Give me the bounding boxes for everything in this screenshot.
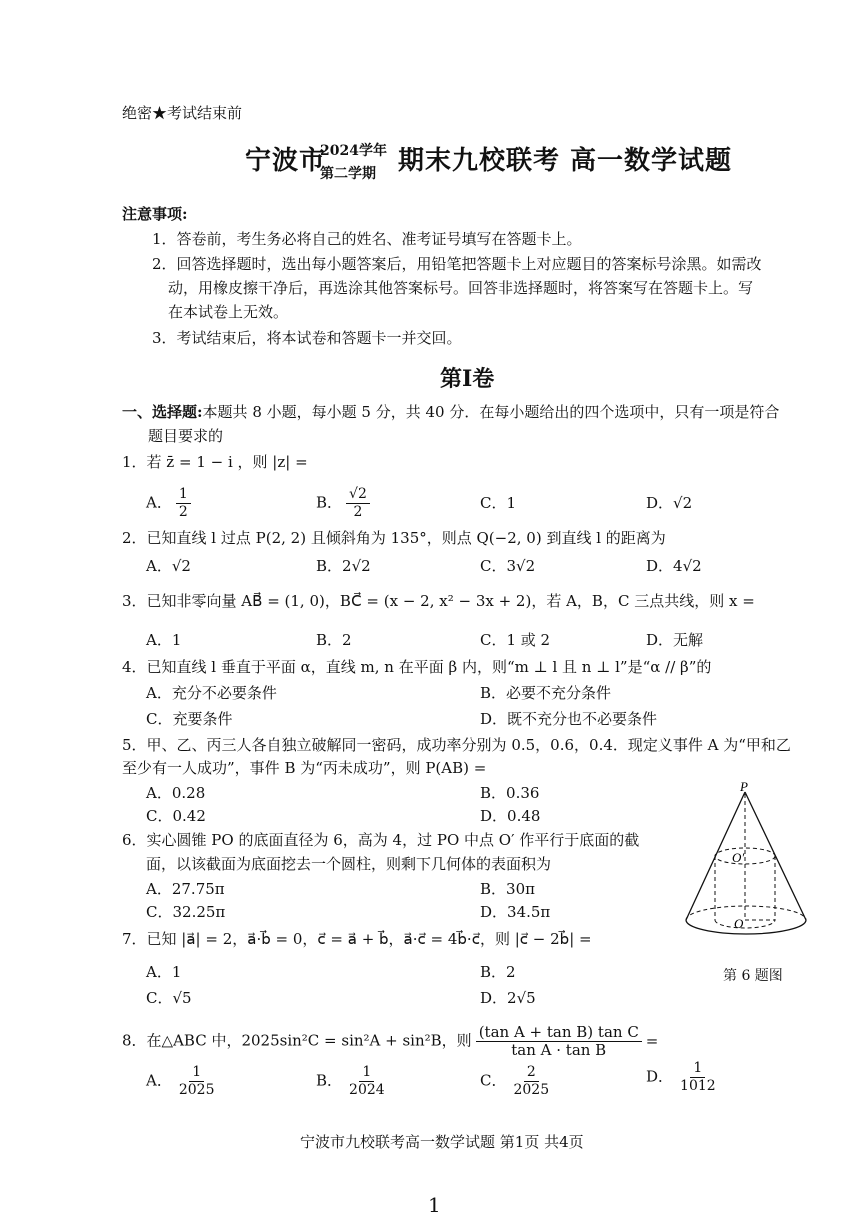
notice-item: 2．回答选择题时，选出每小题答案后，用铅笔把答题卡上对应题目的答案标号涂黑。如需改 [152,255,762,273]
option-d [646,1060,719,1095]
cone-figure [680,782,830,942]
fraction-num: 1 [176,486,191,504]
label-o-prime: O′ [732,850,745,865]
option-label: C． [480,1071,507,1090]
fraction-den: tan A · tan B [511,1041,607,1059]
option-d: D．既不充分也不必要条件 [480,710,658,728]
question-stem-cont: 面，以该截面为底面挖去一个圆柱，则剩下几何体的表面积为 [146,855,552,873]
fraction-num: 1 [690,1060,705,1078]
option-d: D．0.48 [480,807,541,825]
figure-caption: 第 6 题图 [723,968,783,984]
part-intro [122,401,779,423]
option-d: D．4√2 [646,557,702,575]
question-stem [122,1024,658,1059]
fraction [176,1064,218,1099]
fraction-num: 2 [524,1064,539,1082]
fraction-den: 2024 [349,1082,385,1098]
option-label: B． [316,493,343,512]
option-d: D．无解 [646,631,704,649]
option-c: C．√5 [146,989,192,1007]
option-label: A． [146,493,172,512]
option-a: A．0.28 [146,784,206,802]
fraction [176,486,191,521]
option-label: D． [646,1067,674,1086]
base-front-arc [686,920,806,934]
fraction-den: 2 [353,504,363,520]
option-a: A．充分不必要条件 [146,684,277,702]
section-title: 第Ⅰ卷 [440,366,495,392]
option-d: D．2√5 [480,989,536,1007]
option-c: C．充要条件 [146,710,233,728]
part-line: 本题共 8 小题，每小题 5 分，共 40 分．在每小题给出的四个选项中，只有一项是符合 [202,403,780,421]
option-b: B．30π [480,880,535,898]
option-c: C．32.25π [146,903,226,921]
option-a: A．√2 [146,557,191,575]
label-o: O [734,916,744,931]
fraction [677,1060,719,1095]
question-stem: 4．已知直线 l 垂直于平面 α，直线 m, n 在平面 β 内，则“m ⊥ l 且 n ⊥ l”是“α // β”的 [122,658,712,676]
option-a [146,486,191,521]
question-stem: 6．实心圆锥 PO 的底面直径为 6，高为 4，过 PO 中点 O′ 作平行于底面的截 [122,831,640,849]
fraction-num: (tan A + tan B) tan C [476,1024,642,1042]
notice-item: 1．答卷前，考生务必将自己的姓名、准考证号填写在答题卡上。 [152,230,582,248]
option-label: A． [146,1071,172,1090]
fraction [510,1064,552,1099]
label-p: P [740,782,748,794]
exam-title [245,140,326,177]
option-b [316,1064,388,1099]
option-d: D．34.5π [480,903,551,921]
fraction-den: 2025 [513,1082,550,1098]
notice-item: 3．考试结束后，将本试卷和答题卡一并交回。 [152,329,462,347]
question-stem: 1．若 z̄ = 1 − i ，则 |z| = [122,453,308,471]
fraction [346,1064,388,1099]
notice-item: 在本试卷上无效。 [168,303,289,321]
option-a: A．1 [146,963,182,981]
title-year: 2024学年 [320,143,387,159]
option-a: A．27.75π [146,880,225,898]
cylinder-bottom [715,920,775,928]
option-b: B．2 [316,631,352,649]
page-number: 1 [428,1193,441,1217]
fraction-num: 1 [189,1064,204,1082]
page-footer: 宁波市九校联考高一数学试题 第1页 共4页 [300,1133,584,1151]
confidential-label: 绝密★考试结束前 [122,104,243,122]
question-stem: 5．甲、乙、丙三人各自独立破解同一密码，成功率分别为 0.5，0.6，0.4．现定义事件 A 为“甲和乙 [122,736,791,754]
fraction [346,486,370,521]
fraction-den: 1012 [680,1078,716,1094]
question-stem: 7．已知 |a⃗| = 2，a⃗·b⃗ = 0，c⃗ = a⃗ + b⃗，a⃗·c⃗ = 4b⃗·c⃗，则 |c⃗ − 2b⃗| = [122,930,592,948]
fraction-den: 2025 [178,1082,215,1098]
notice-item: 动，用橡皮擦干净后，再选涂其他答案标号。回答非选择题时，将答案写在答题卡上。写 [168,279,754,297]
fraction-num: √2 [346,486,370,504]
fraction-num: 1 [359,1064,374,1082]
option-label: B． [316,1071,343,1090]
question-stem-cont: 至少有一人成功”，事件 B 为“丙未成功”，则 P(AB) = [122,759,487,777]
title-left: 宁波市 [245,146,327,176]
notice-heading: 注意事项: [122,205,188,223]
option-a: A．1 [146,631,182,649]
option-c [480,1064,552,1099]
title-right: 期末九校联考 高一数学试题 [398,146,733,176]
option-c: C．0.42 [146,807,206,825]
stem-tail: = [645,1031,659,1050]
stem-fraction [476,1024,642,1059]
option-b: B．2√2 [316,557,371,575]
option-b [316,486,370,521]
question-stem: 3．已知非零向量 AB⃗ = (1, 0)，BC⃗ = (x − 2, x² − 3x + 2)，若 A，B，C 三点共线，则 x = [122,592,755,610]
option-c: C．1 或 2 [480,631,551,649]
stem-text: 8．在△ABC 中，2025sin²C = sin²A + sin²B，则 [122,1031,472,1050]
option-c: C．1 [480,494,517,512]
option-b: B．必要不充分条件 [480,684,612,702]
base-back-arc [686,906,806,920]
option-d: D．√2 [646,494,693,512]
option-c: C．3√2 [480,557,536,575]
fraction-den: 2 [178,504,188,520]
title-semester: 第二学期 [320,166,376,182]
option-b: B．2 [480,963,516,981]
option-b: B．0.36 [480,784,540,802]
part-label: 一、选择题: [122,403,203,421]
part-line: 题目要求的 [148,427,224,445]
option-a [146,1064,217,1099]
question-stem: 2．已知直线 l 过点 P(2, 2) 且倾斜角为 135°，则点 Q(−2, 0) 到直线 l 的距离为 [122,529,666,547]
